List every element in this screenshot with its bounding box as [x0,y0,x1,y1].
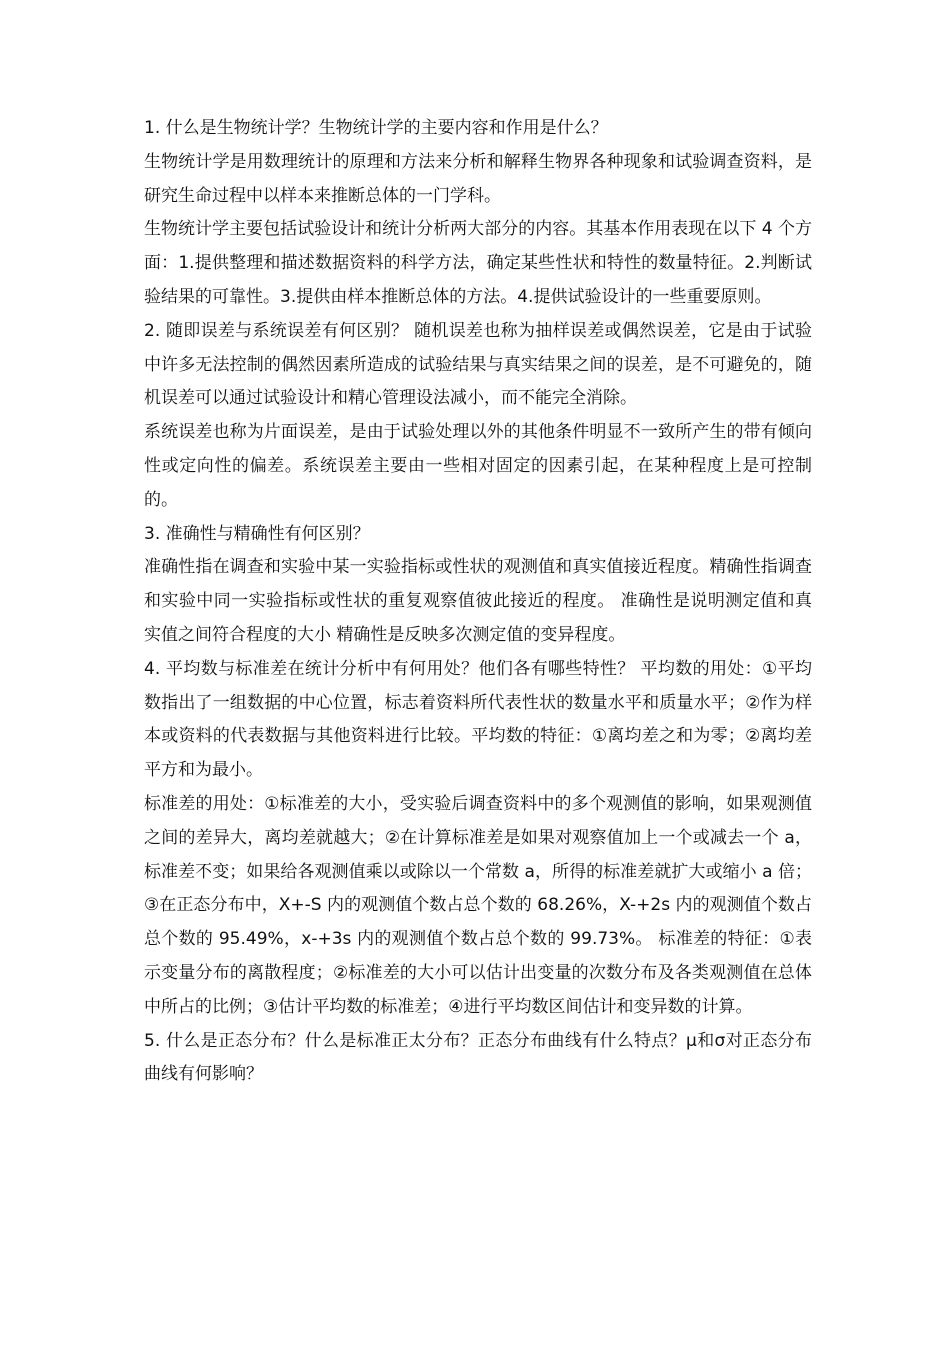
question-5-heading: 5. 什么是正态分布？什么是标准正太分布？正态分布曲线有什么特点？μ和σ对正态分布曲线有何影响？ [144,1030,812,1085]
answer-1-content: 生物统计学主要包括试验设计和统计分析两大部分的内容。其基本作用表现在以下 4 个方面：1.提供整理和描述数据资料的科学方法，确定某些性状和特性的数量特征。2.判断试验结果的可靠性。3.提供由样本推断总体的方法。4.提供试验设计的一些重要原则。 [144,219,812,307]
answer-4-standard-deviation: 标准差的用处：①标准差的大小，受实验后调查资料中的多个观测值的影响，如果观测值之间的差异大，离均差就越大；②在计算标准差是如果对观察值加上一个或减去一个 a，标准差不变；如果给各观测值乘以或除以一个常数 a，所得的标准差就扩大或缩小 a 倍；③在正态分布中，X+-S 内的观测值个数占总个数的 68.26%，X-+2s 内的观测值个数占总个数的 95.49%，x-+3s 内的观测值个数占总个数的 99.73%。 标准差的特征：①表示变量分布的离散程度；②标准差的大小可以估计出变量的次数分布及各类观测值在总体中所占的比例；③估计平均数的标准差；④进行平均数区间估计和变异数的计算。 [144,793,812,1017]
document-body [144,112,812,1092]
question-1-heading: 1. 什么是生物统计学？生物统计学的主要内容和作用是什么？ [144,118,608,138]
answer-3-accuracy-precision: 准确性指在调查和实验中某一实验指标或性状的观测值和真实值接近程度。精确性指调查和实验中同一实验指标或性状的重复观察值彼此接近的程度。 准确性是说明测定值和真实值之间符合程度的大小 精确性是反映多次测定值的变异程度。 [144,557,812,645]
question-4-mean: 4. 平均数与标准差在统计分析中有何用处？他们各有哪些特性？ 平均数的用处：①平均数指出了一组数据的中心位置，标志着资料所代表性状的数量水平和质量水平；②作为样本或资料的代表数据与其他资料进行比较。平均数的特征：①离均差之和为零；②离均差平方和为最小。 [144,658,812,781]
question-2-random-error: 2. 随即误差与系统误差有何区别？ 随机误差也称为抽样误差或偶然误差，它是由于试验中许多无法控制的偶然因素所造成的试验结果与真实结果之间的误差，是不可避免的，随机误差可以通过试验设计和精心管理设法减小，而不能完全消除。 [144,320,812,409]
answer-2-systematic-error: 系统误差也称为片面误差，是由于试验处理以外的其他条件明显不一致所产生的带有倾向性或定向性的偏差。系统误差主要由一些相对固定的因素引起，在某种程度上是可控制的。 [144,422,812,510]
answer-1-definition: 生物统计学是用数理统计的原理和方法来分析和解释生物界各种现象和试验调查资料，是研究生命过程中以样本来推断总体的一门学科。 [144,151,812,206]
question-3-heading: 3. 准确性与精确性有何区别？ [144,523,370,544]
